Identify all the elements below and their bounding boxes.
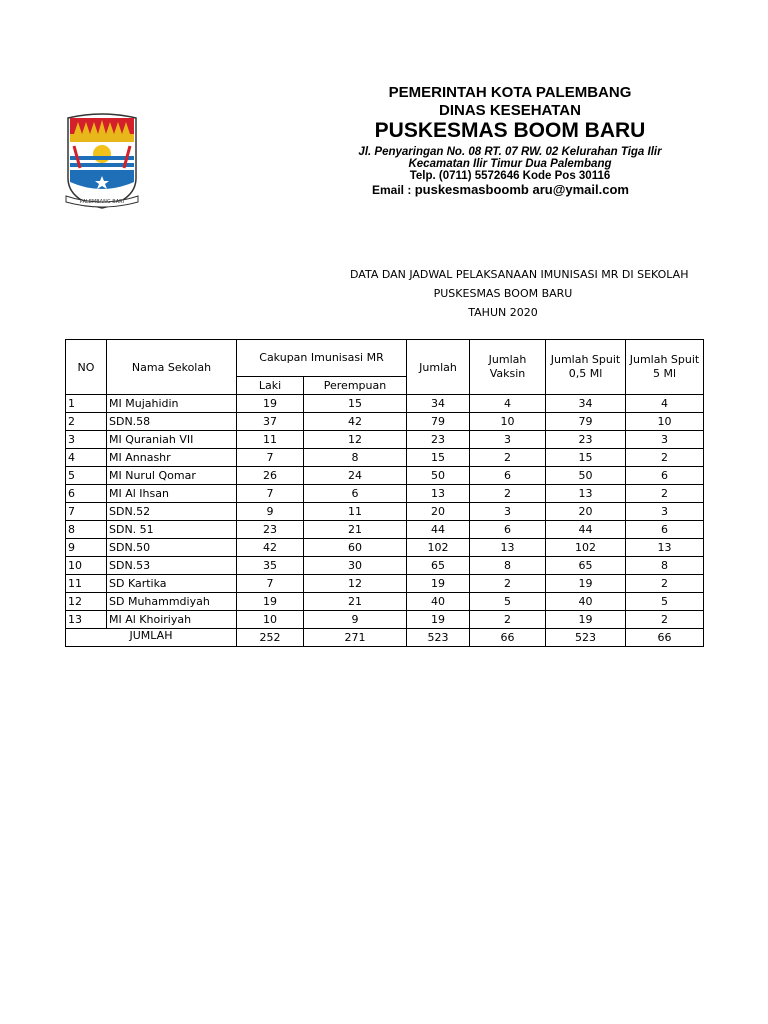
spuit-05-count: 50 — [546, 467, 626, 485]
laki-count: 9 — [237, 503, 304, 521]
spuit-5-count: 6 — [626, 521, 704, 539]
school-name: MI Al Ihsan — [107, 485, 237, 503]
table-row — [66, 413, 704, 431]
table-row — [66, 485, 704, 503]
spuit-05-count: 19 — [546, 575, 626, 593]
school-name: SDN.50 — [107, 539, 237, 557]
spuit-05-count: 65 — [546, 557, 626, 575]
row-number: 3 — [66, 431, 107, 449]
vaksin-count: 3 — [470, 431, 546, 449]
table-row — [66, 431, 704, 449]
spuit-05-count: 15 — [546, 449, 626, 467]
laki-count: 11 — [237, 431, 304, 449]
spuit-5-count: 8 — [626, 557, 704, 575]
header-department-name: DINAS KESEHATAN — [439, 102, 581, 119]
spuit-05-count: 79 — [546, 413, 626, 431]
vaksin-count: 5 — [470, 593, 546, 611]
perempuan-count: 21 — [304, 593, 407, 611]
laki-count: 7 — [237, 449, 304, 467]
header-laki: Laki — [237, 377, 304, 395]
header-perempuan: Perempuan — [304, 377, 407, 395]
header-jumlah-spuit-5: Jumlah Spuit 5 Ml — [626, 340, 704, 395]
jumlah-count: 15 — [407, 449, 470, 467]
spuit-5-count: 2 — [626, 485, 704, 503]
table-total-row — [66, 629, 704, 647]
spuit-05-count: 13 — [546, 485, 626, 503]
spuit-5-count: 3 — [626, 431, 704, 449]
row-number: 1 — [66, 395, 107, 413]
row-number: 2 — [66, 413, 107, 431]
total-jumlah: 523 — [407, 629, 470, 647]
jumlah-count: 23 — [407, 431, 470, 449]
table-row — [66, 521, 704, 539]
table-row — [66, 539, 704, 557]
jumlah-count: 20 — [407, 503, 470, 521]
spuit-05-count: 20 — [546, 503, 626, 521]
spuit-05-count: 23 — [546, 431, 626, 449]
vaksin-count: 6 — [470, 521, 546, 539]
jumlah-count: 13 — [407, 485, 470, 503]
perempuan-count: 30 — [304, 557, 407, 575]
school-name: MI Quraniah VII — [107, 431, 237, 449]
perempuan-count: 21 — [304, 521, 407, 539]
row-number: 9 — [66, 539, 107, 557]
perempuan-count: 12 — [304, 431, 407, 449]
table-row — [66, 611, 704, 629]
immunization-table — [65, 339, 704, 647]
school-name: SDN.53 — [107, 557, 237, 575]
spuit-05-count: 19 — [546, 611, 626, 629]
laki-count: 35 — [237, 557, 304, 575]
table-row — [66, 467, 704, 485]
header-email-line — [372, 182, 629, 197]
perempuan-count: 42 — [304, 413, 407, 431]
row-number: 10 — [66, 557, 107, 575]
spuit-05-count: 102 — [546, 539, 626, 557]
spuit-5-count: 3 — [626, 503, 704, 521]
total-label: JUMLAH — [66, 629, 237, 647]
laki-count: 42 — [237, 539, 304, 557]
email-label: Email : — [372, 183, 412, 197]
vaksin-count: 2 — [470, 449, 546, 467]
row-number: 4 — [66, 449, 107, 467]
total-vaksin: 66 — [470, 629, 546, 647]
vaksin-count: 8 — [470, 557, 546, 575]
vaksin-count: 6 — [470, 467, 546, 485]
school-name: SDN. 51 — [107, 521, 237, 539]
school-name: SD Muhammdiyah — [107, 593, 237, 611]
spuit-5-count: 6 — [626, 467, 704, 485]
perempuan-count: 9 — [304, 611, 407, 629]
jumlah-count: 65 — [407, 557, 470, 575]
school-name: MI Al Khoiriyah — [107, 611, 237, 629]
table-row — [66, 503, 704, 521]
jumlah-count: 79 — [407, 413, 470, 431]
header-jumlah-spuit-05: Jumlah Spuit 0,5 Ml — [546, 340, 626, 395]
perempuan-count: 15 — [304, 395, 407, 413]
jumlah-count: 34 — [407, 395, 470, 413]
jumlah-count: 102 — [407, 539, 470, 557]
vaksin-count: 3 — [470, 503, 546, 521]
laki-count: 26 — [237, 467, 304, 485]
table-row — [66, 395, 704, 413]
document-title: DATA DAN JADWAL PELAKSANAAN IMUNISASI MR DI SEKOLAH — [350, 268, 689, 281]
spuit-5-count: 13 — [626, 539, 704, 557]
vaksin-count: 13 — [470, 539, 546, 557]
row-number: 12 — [66, 593, 107, 611]
laki-count: 7 — [237, 575, 304, 593]
spuit-5-count: 2 — [626, 449, 704, 467]
jumlah-count: 19 — [407, 575, 470, 593]
header-phone: Telp. (0711) 5572646 Kode Pos 30116 — [409, 170, 611, 182]
row-number: 11 — [66, 575, 107, 593]
laki-count: 7 — [237, 485, 304, 503]
header-jumlah: Jumlah — [407, 340, 470, 395]
school-name: SD Kartika — [107, 575, 237, 593]
total-laki: 252 — [237, 629, 304, 647]
perempuan-count: 60 — [304, 539, 407, 557]
school-name: SDN.58 — [107, 413, 237, 431]
vaksin-count: 10 — [470, 413, 546, 431]
school-name: MI Mujahidin — [107, 395, 237, 413]
row-number: 13 — [66, 611, 107, 629]
document-subtitle: PUSKESMAS BOOM BARU — [433, 287, 573, 300]
header-puskesmas-name: PUSKESMAS BOOM BARU — [374, 119, 646, 142]
palembang-city-emblem-logo — [64, 108, 140, 210]
spuit-5-count: 10 — [626, 413, 704, 431]
header-government-name: PEMERINTAH KOTA PALEMBANG — [388, 84, 632, 101]
table-row — [66, 449, 704, 467]
spuit-5-count: 4 — [626, 395, 704, 413]
spuit-5-count: 5 — [626, 593, 704, 611]
header-jumlah-vaksin: Jumlah Vaksin — [470, 340, 546, 395]
vaksin-count: 2 — [470, 485, 546, 503]
spuit-05-count: 40 — [546, 593, 626, 611]
header-no: NO — [66, 340, 107, 395]
spuit-5-count: 2 — [626, 575, 704, 593]
jumlah-count: 44 — [407, 521, 470, 539]
table-row — [66, 575, 704, 593]
laki-count: 19 — [237, 593, 304, 611]
school-name: MI Annashr — [107, 449, 237, 467]
perempuan-count: 24 — [304, 467, 407, 485]
spuit-05-count: 44 — [546, 521, 626, 539]
row-number: 7 — [66, 503, 107, 521]
header-address-street: Jl. Penyaringan No. 08 RT. 07 RW. 02 Kelurahan Tiga Ilir — [358, 146, 662, 158]
perempuan-count: 12 — [304, 575, 407, 593]
school-name: MI Nurul Qomar — [107, 467, 237, 485]
title-clip — [350, 266, 702, 284]
vaksin-count: 4 — [470, 395, 546, 413]
table-row — [66, 557, 704, 575]
row-number: 5 — [66, 467, 107, 485]
total-spuit5: 66 — [626, 629, 704, 647]
jumlah-count: 50 — [407, 467, 470, 485]
jumlah-count: 19 — [407, 611, 470, 629]
laki-count: 23 — [237, 521, 304, 539]
row-number: 6 — [66, 485, 107, 503]
perempuan-count: 6 — [304, 485, 407, 503]
spuit-5-count: 2 — [626, 611, 704, 629]
laki-count: 37 — [237, 413, 304, 431]
jumlah-count: 40 — [407, 593, 470, 611]
vaksin-count: 2 — [470, 611, 546, 629]
perempuan-count: 11 — [304, 503, 407, 521]
school-name: SDN.52 — [107, 503, 237, 521]
row-number: 8 — [66, 521, 107, 539]
total-spuit05: 523 — [546, 629, 626, 647]
perempuan-count: 8 — [304, 449, 407, 467]
laki-count: 19 — [237, 395, 304, 413]
vaksin-count: 2 — [470, 575, 546, 593]
svg-text:PALEMBANG BARI: PALEMBANG BARI — [79, 199, 125, 205]
header-cakupan: Cakupan Imunisasi MR — [237, 340, 407, 377]
email-address: puskesmasboomb aru@ymail.com — [414, 182, 629, 197]
spuit-05-count: 34 — [546, 395, 626, 413]
total-perempuan: 271 — [304, 629, 407, 647]
header-nama-sekolah: Nama Sekolah — [107, 340, 237, 395]
table-row — [66, 593, 704, 611]
laki-count: 10 — [237, 611, 304, 629]
header-address-district: Kecamatan Ilir Timur Dua Palembang — [408, 158, 612, 170]
document-year: TAHUN 2020 — [468, 306, 538, 319]
